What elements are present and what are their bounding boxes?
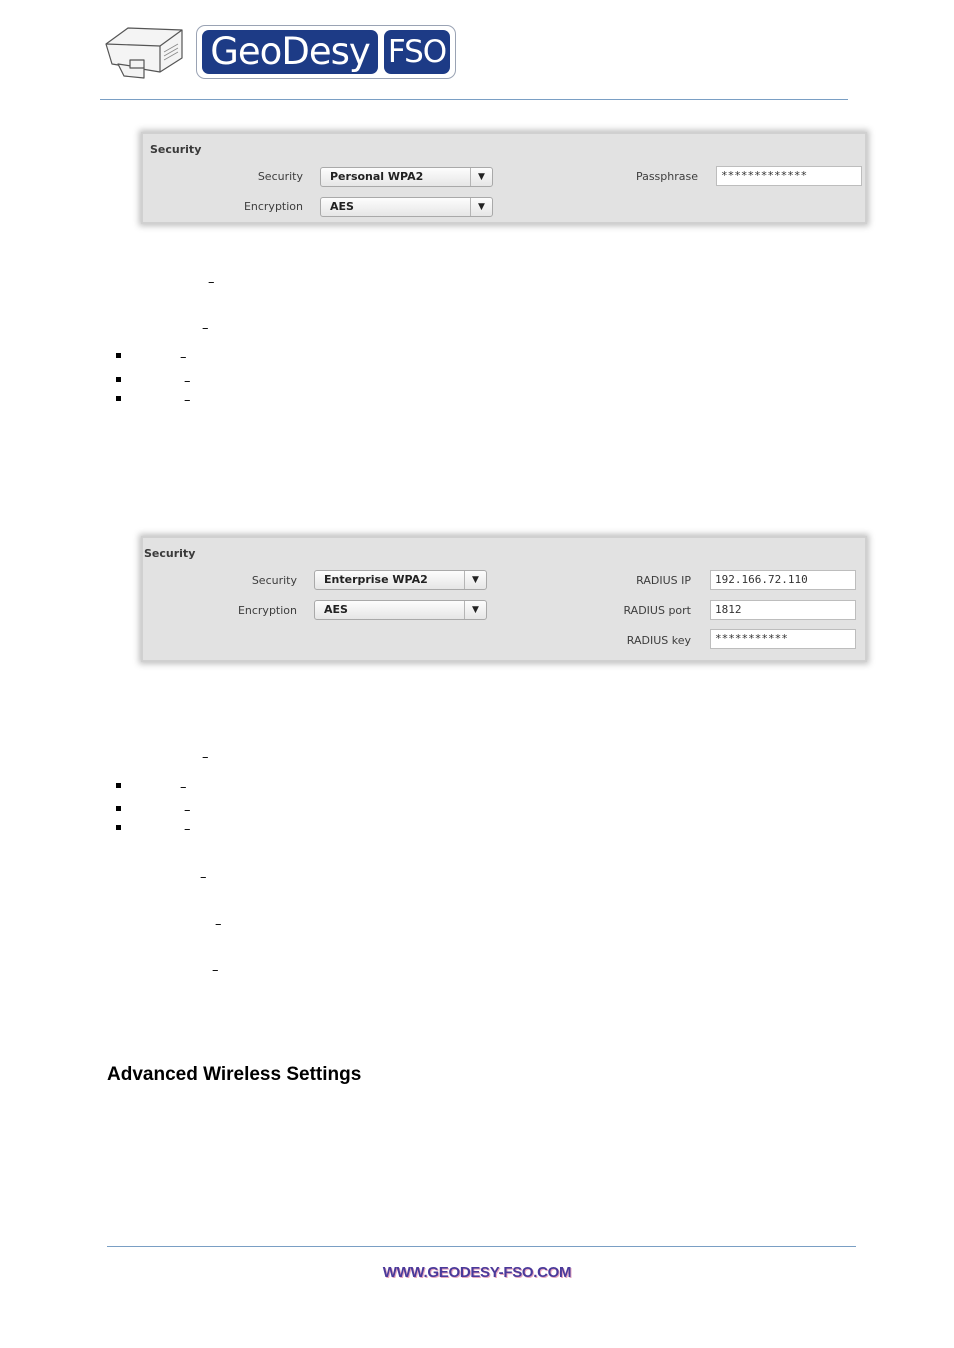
panel-title: Security <box>144 547 196 560</box>
security-label: Security <box>251 574 297 587</box>
radius-key-field[interactable]: *********** <box>710 629 856 649</box>
security-select[interactable] <box>314 570 487 590</box>
encryption-select-value: AES <box>324 603 348 616</box>
camera-logo-icon <box>104 24 184 80</box>
dash-mark: – <box>200 870 207 885</box>
chevron-down-icon[interactable]: ▼ <box>464 571 486 589</box>
list-bullet <box>116 396 121 401</box>
security-select-value: Personal WPA2 <box>330 170 424 183</box>
chevron-down-icon[interactable]: ▼ <box>464 601 486 619</box>
dash-mark: – <box>202 750 209 765</box>
security-panel-enterprise <box>141 536 867 662</box>
logo-geodesy-text: GeoDesy <box>202 30 378 74</box>
encryption-label: Encryption <box>243 200 303 213</box>
list-bullet <box>116 377 121 382</box>
radius-key-label: RADIUS key <box>626 634 691 647</box>
passphrase-field[interactable]: ************* <box>716 166 862 186</box>
dash-mark: – <box>212 963 219 978</box>
dash-mark: – <box>208 275 215 290</box>
dash-mark: – <box>180 350 187 365</box>
security-label: Security <box>257 170 303 183</box>
logo-fso-text: FSO <box>384 30 450 74</box>
list-bullet <box>116 825 121 830</box>
encryption-select[interactable] <box>314 600 487 620</box>
dash-mark: – <box>184 374 191 389</box>
radius-ip-label: RADIUS IP <box>636 574 691 587</box>
dash-mark: – <box>215 917 222 932</box>
geodesy-fso-logo <box>196 25 456 79</box>
passphrase-label: Passphrase <box>635 170 698 183</box>
chevron-down-icon[interactable]: ▼ <box>470 198 492 216</box>
security-select[interactable] <box>320 167 493 187</box>
list-bullet <box>116 806 121 811</box>
security-panel-personal <box>141 132 867 224</box>
header-divider <box>100 99 848 100</box>
dash-mark: – <box>180 780 187 795</box>
encryption-select[interactable] <box>320 197 493 217</box>
dash-mark: – <box>184 822 191 837</box>
dash-mark: – <box>184 393 191 408</box>
list-bullet <box>116 783 121 788</box>
chevron-down-icon[interactable]: ▼ <box>470 168 492 186</box>
encryption-select-value: AES <box>330 200 354 213</box>
footer-website-link[interactable]: WWW.GEODESY-FSO.COM <box>382 1264 572 1281</box>
encryption-label: Encryption <box>237 604 297 617</box>
panel-title: Security <box>150 143 202 156</box>
footer-divider <box>107 1246 856 1247</box>
dash-mark: – <box>184 803 191 818</box>
section-heading: Advanced Wireless Settings <box>107 1064 362 1085</box>
dash-mark: – <box>202 321 209 336</box>
list-bullet <box>116 353 121 358</box>
radius-port-field[interactable]: 1812 <box>710 600 856 620</box>
radius-ip-field[interactable]: 192.166.72.110 <box>710 570 856 590</box>
security-select-value: Enterprise WPA2 <box>324 573 428 586</box>
radius-port-label: RADIUS port <box>623 604 691 617</box>
